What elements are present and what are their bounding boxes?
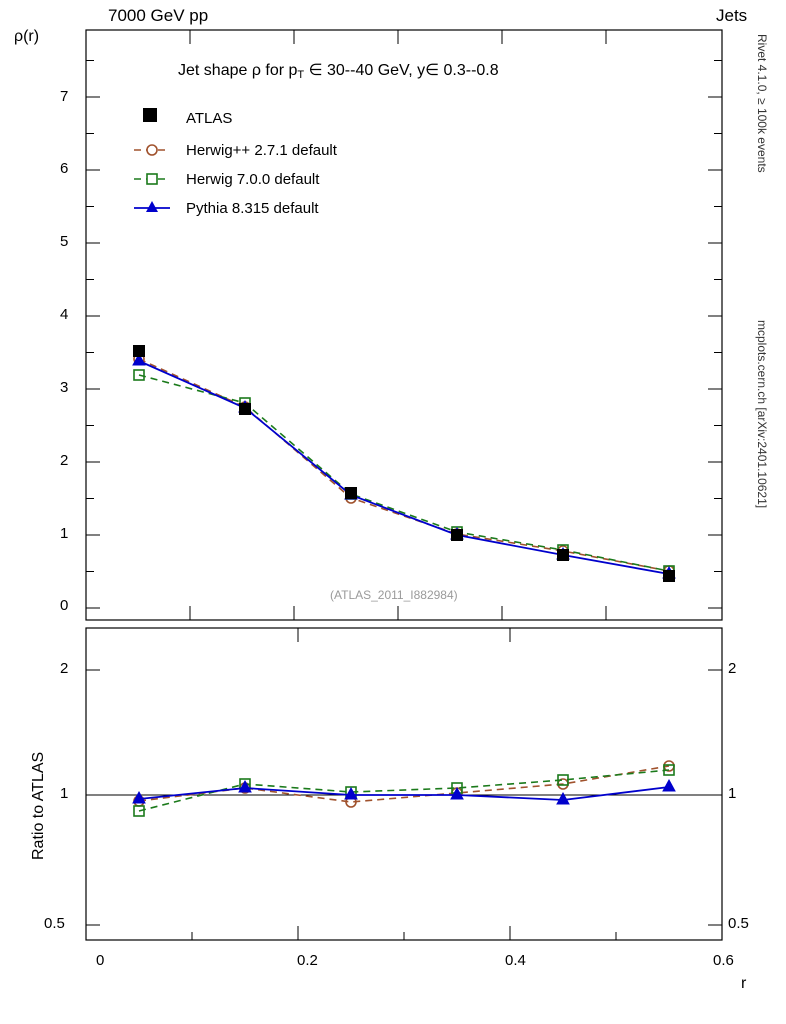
header-left: 7000 GeV pp [108, 6, 209, 25]
analysis-id-watermark: (ATLAS_2011_I882984) [330, 588, 458, 602]
x-tick-label-2: 0.4 [505, 952, 526, 969]
plot-title-b: for p [265, 62, 298, 79]
ratio-y-tick-label-right-1: 1 [728, 785, 737, 802]
main-panel-frame [86, 30, 722, 620]
legend-label-pythia: Pythia 8.315 default [186, 200, 319, 217]
series-atlas-main [133, 345, 675, 582]
series-pythia-ratio [133, 780, 675, 804]
series-herwigpp-main [134, 354, 674, 576]
legend-marker-pythia [134, 201, 170, 212]
plot-title-rho: ρ [251, 62, 261, 79]
plot-title-a: Jet shape [178, 62, 248, 79]
y-tick-label-1: 1 [60, 525, 69, 542]
legend-label-herwig7: Herwig 7.0.0 default [186, 171, 320, 188]
legend-label-atlas: ATLAS [186, 110, 233, 127]
mcplots-reference-caption: mcplots.cern.ch [arXiv:2401.10621] [755, 320, 769, 509]
plot-title-subscript: T [297, 69, 305, 81]
ratio-y-tick-label-1: 1 [60, 785, 69, 802]
legend-marker-herwig7 [134, 174, 170, 184]
ratio-panel-frame [86, 628, 722, 940]
main-x-ticks [190, 30, 606, 620]
y-tick-label-6: 6 [60, 160, 69, 177]
series-herwigpp-ratio [134, 761, 674, 807]
x-tick-label-0: 0 [96, 952, 105, 969]
y-tick-label-4: 4 [60, 306, 69, 323]
plot-title-c: ∈ 30--40 GeV, y∈ 0.3--0.8 [308, 62, 499, 79]
series-herwig7-main [134, 370, 674, 576]
x-axis-label: r [741, 975, 747, 992]
main-y-ticks [86, 61, 722, 609]
series-pythia-main [133, 354, 675, 578]
y-tick-label-7: 7 [60, 88, 69, 105]
x-tick-label-1: 0.2 [297, 952, 318, 969]
legend-marker-atlas [143, 108, 157, 122]
ratio-y-tick-label-0: 0.5 [44, 915, 65, 932]
ratio-y-tick-label-right-2: 2 [728, 660, 737, 677]
header-right: Jets [716, 6, 748, 25]
rivet-version-caption: Rivet 4.1.0, ≥ 100k events [755, 34, 769, 173]
ratio-y-tick-label-2: 2 [60, 660, 69, 677]
ratio-x-ticks [86, 628, 722, 940]
ratio-y-axis-label: Ratio to ATLAS [30, 751, 47, 860]
y-tick-label-3: 3 [60, 379, 69, 396]
legend-marker-herwigpp [134, 145, 170, 155]
y-tick-label-2: 2 [60, 452, 69, 469]
y-axis-label-text: ρ(r) [14, 28, 40, 45]
y-tick-label-5: 5 [60, 233, 69, 250]
legend-label-herwigpp: Herwig++ 2.7.1 default [186, 142, 337, 159]
ratio-y-tick-label-right-0: 0.5 [728, 915, 749, 932]
y-tick-label-0: 0 [60, 597, 69, 614]
x-tick-label-3: 0.6 [713, 952, 734, 969]
